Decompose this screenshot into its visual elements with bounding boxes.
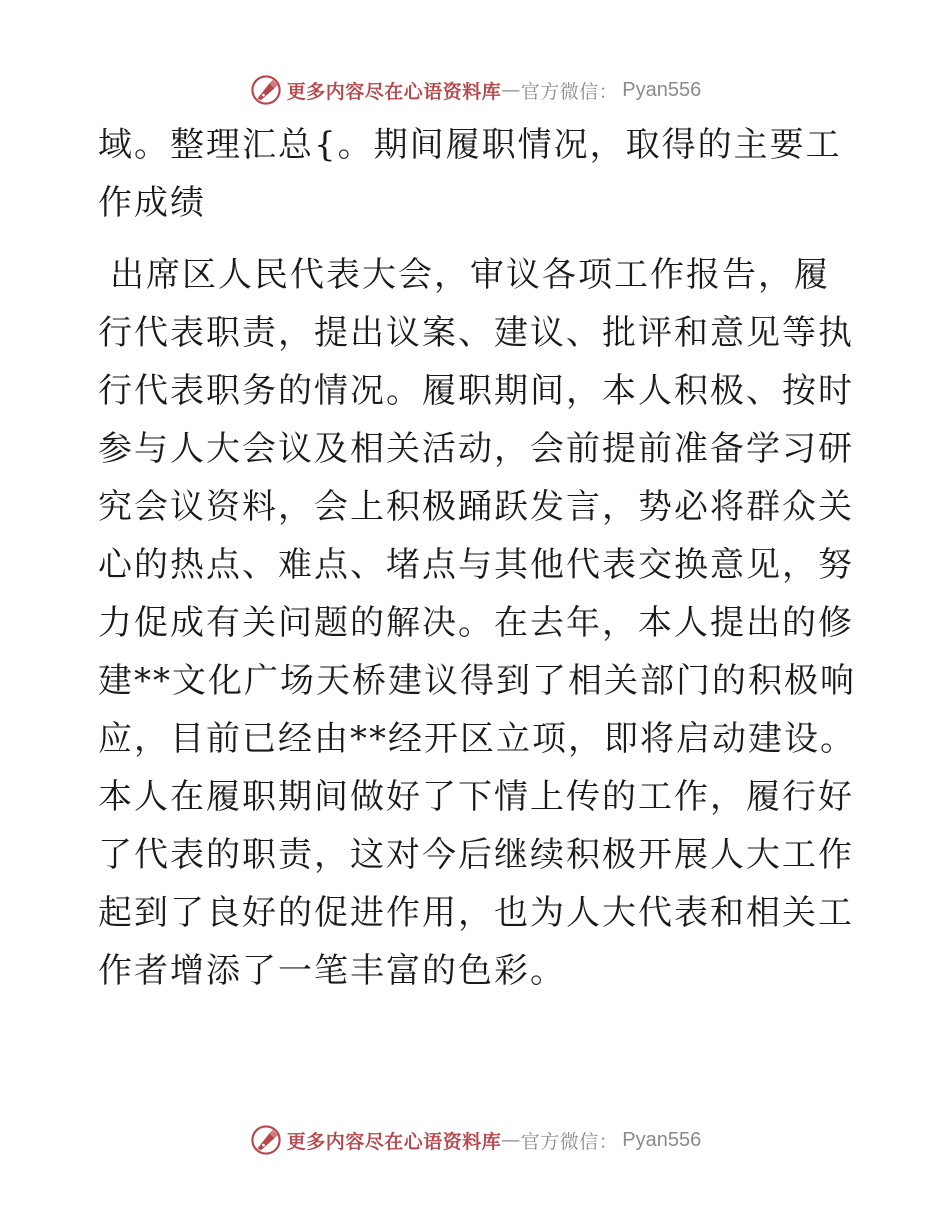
footer-banner: [0, 1120, 950, 1160]
footer-banner-dash: —: [501, 1129, 521, 1151]
footer-banner-wechat-id: Pyan556: [622, 1128, 702, 1151]
header-banner-dash: —: [501, 79, 521, 101]
pen-nib-logo-icon: [249, 73, 283, 107]
footer-banner-main-text: 更多内容尽在心语资料库: [286, 1130, 502, 1153]
section-heading: 域。整理汇总{。期间履职情况，取得的主要工作成绩: [98, 125, 842, 223]
header-banner-main-text: 更多内容尽在心语资料库: [286, 80, 502, 103]
header-banner: [0, 70, 950, 110]
pen-nib-logo-icon: [249, 1123, 283, 1157]
header-banner-wechat-id: Pyan556: [622, 78, 702, 101]
header-banner-secondary-text: 官方微信：: [520, 80, 619, 103]
footer-banner-secondary-text: 官方微信：: [520, 1130, 619, 1153]
body-paragraph: 出席区人民代表大会，审议各项工作报告，履行代表职责，提出议案、建议、批评和意见等执行代表职务的情况。履职期间，本人积极、按时参与人大会议及相关活动，会前提前准备学习研究会议资料，会上积极踊跃发言，势必将群众关心的热点、难点、堵点与其他代表交换意见，努力促成有关问题的解决。在去年，本人提出的修建**文化广场天桥建议得到了相关部门的积极响应，目前已经由**经开区立项，即将启动建设。本人在履职期间做好了下情上传的工作，履行好了代表的职责，这对今后继续积极开展人大工作起到了良好的促进作用，也为人大代表和相关工作者增添了一笔丰富的色彩。: [98, 255, 856, 991]
document-body: [98, 116, 858, 1000]
